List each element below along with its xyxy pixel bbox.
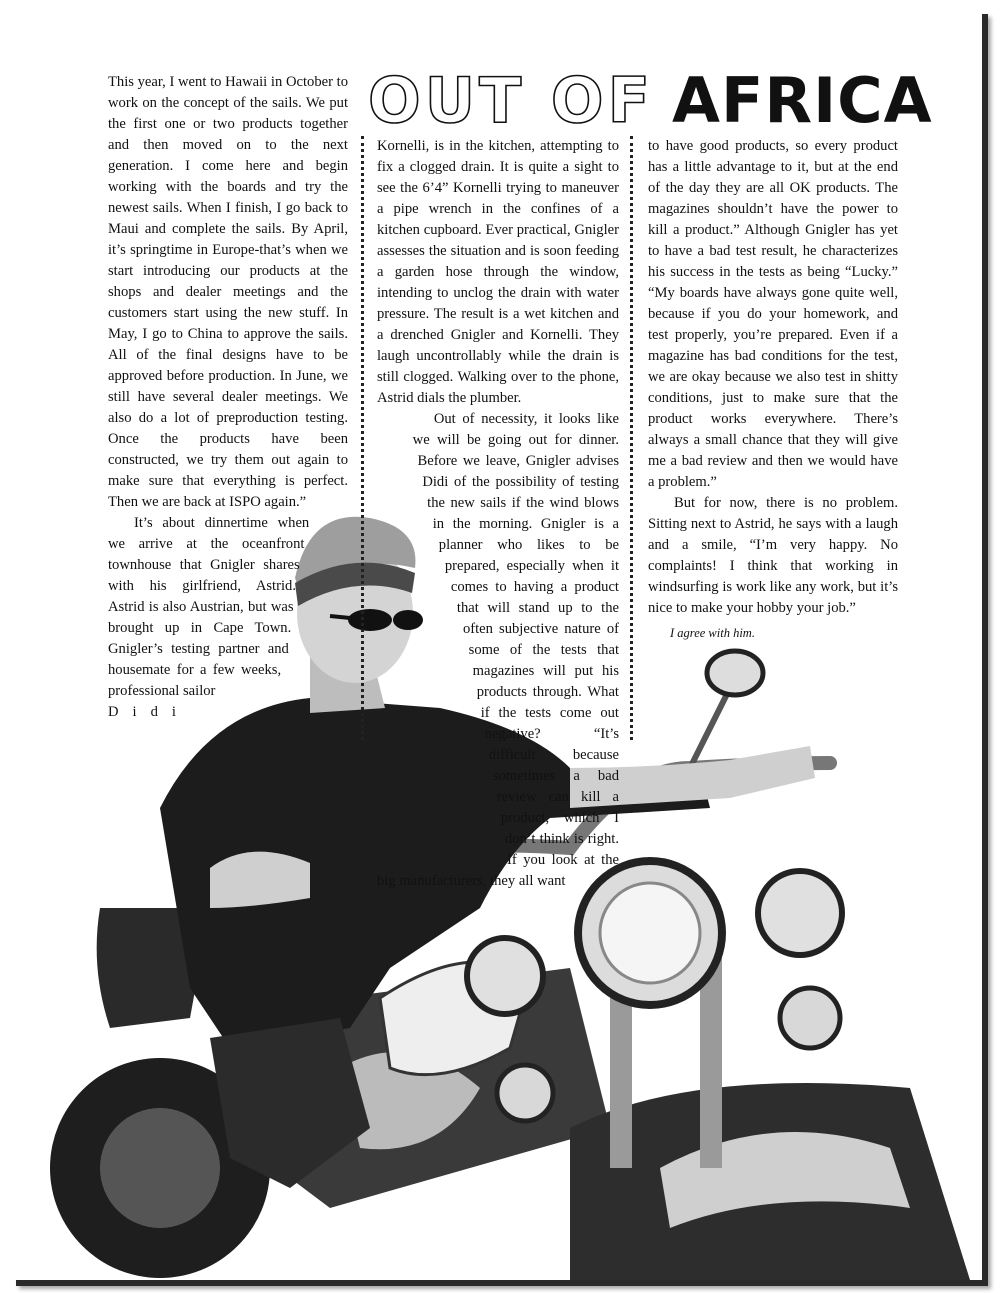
title-outline-text: OUT OF (368, 64, 654, 137)
paragraph: But for now, there is no problem. Sitting next to Astrid, he says with a laugh and a smile, “I’m very happy. No complaints! I think that working in windsurfing is work like any work, but it’s nice to make your hobby your job.” (648, 495, 898, 616)
paragraph: to have good products, so every product has a little advantage to it, but at the end of the day they are all OK products. The magazines shouldn’t have the power to kill a product.” Although Gnigler has yet to have a bad test result, he characterizes his success in the tests as being “Lucky.” “My boards have always gone quite well, because if you do your homework, and test properly, you’re prepared. Even if a magazine has bad conditions for the test, we are okay because we also test in shitty conditions, just to make sure that the product works everywhere. There’s always a small chance that they will give me a bad review and then we would have a problem.” (648, 138, 898, 490)
paragraph-end: Didi (108, 704, 190, 720)
column-divider (630, 136, 633, 740)
paragraph: This year, I went to Hawaii in October to work on the concept of the sails. We put the first one or two products together and then moved on to the next generation. I come here and begin working with the boards and try the newest sails. When I finish, I go back to Maui and complete the sails. By April, it’s springtime in Europe-that’s when we start introducing our products at the shops and dealer meetings and the customers start using the new stuff. In May, I go to China to approve the sails. All of the final designs have to be approved before production. In June, we still have several dealer meetings. We also do a lot of preproduction testing. Once the products have been constructed, we try them out again to make sure that everything is perfect. Then we are back at ISPO again.” (108, 74, 348, 510)
column-divider (361, 136, 364, 740)
paragraph: Out of necessity, it looks like we will be going out for dinner. Before we leave, Gnigler advises Didi of the possibility of testing the new sails if the wind blows in the morning. Gnigler is a planner who likes to be prepared, especially when it comes to having a product that will stand up to the often subjective nature of some of the tests that magazines will put his products through. What if the tests come out negative? “It’s difficult because sometimes a bad review can kill a product, which I don’t think is right. If you look at the big manufacturers, they all want (377, 411, 619, 889)
magazine-page (10, 8, 982, 1280)
text-column-1 (108, 72, 348, 763)
text-column-3 (648, 136, 898, 644)
article-title (368, 64, 933, 137)
text-column-2 (377, 136, 619, 892)
title-solid-text: AFRICA (672, 64, 933, 137)
paragraph-text: It’s about dinnertime when we arrive at the oceanfront townhouse that Gnigler shares with his girlfriend, Astrid. Astrid is also Austrian, but was brought up in Cape Town. Gnigler’s testing partner and housemate for a few weeks, professional sailor (108, 515, 310, 699)
paragraph: Kornelli, is in the kitchen, attempting to fix a clogged drain. It is quite a sight to see the 6’4” Kornelli trying to maneuver a pipe wrench in the confines of a kitchen cupboard. Ever practical, Gnigler assesses the situation and is soon feeding a garden hose through the window, intending to unclog the drain with water pressure. The result is a wet kitchen and a drenched Gnigler and Kornelli. They laugh uncontrollably while the drain is still clogged. Walking over to the phone, Astrid dials the plumber. (377, 138, 619, 406)
signoff: I agree with him. (670, 626, 755, 640)
